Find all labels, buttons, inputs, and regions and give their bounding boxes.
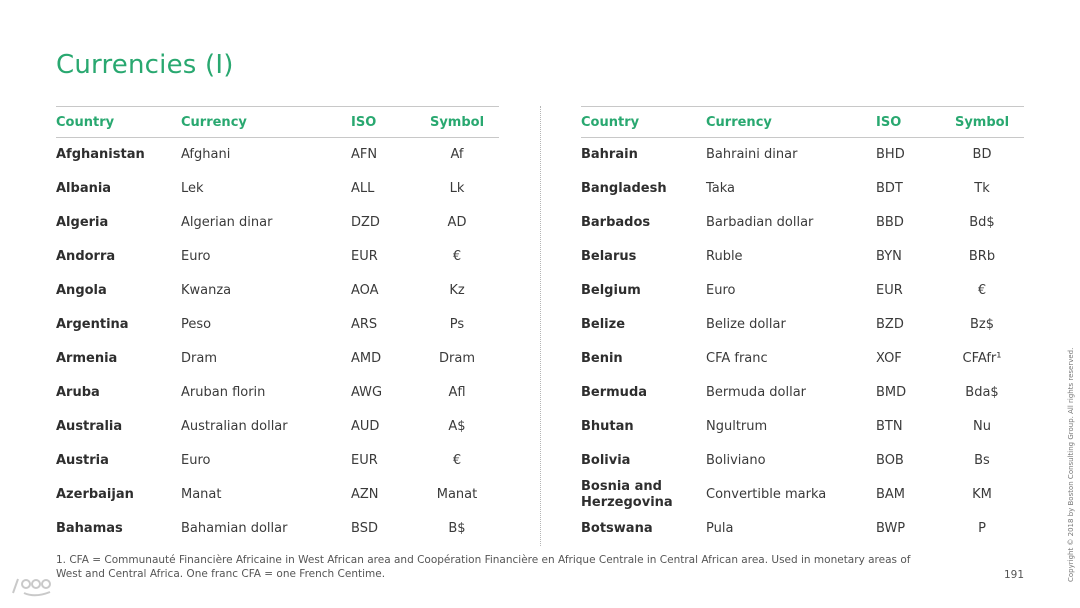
iso-cell: XOF bbox=[876, 351, 902, 366]
page-number: 191 bbox=[1004, 569, 1025, 581]
symbol-cell: KM bbox=[972, 487, 992, 502]
currency-cell: Taka bbox=[706, 181, 736, 196]
symbol-cell: Nu bbox=[973, 419, 991, 434]
symbol-cell: BRb bbox=[968, 249, 996, 264]
currency-cell: Euro bbox=[706, 283, 736, 298]
table-row bbox=[581, 410, 1024, 444]
symbol-cell: CFAfr¹ bbox=[962, 351, 1002, 366]
symbol-cell: P bbox=[978, 521, 986, 536]
country-cell: Belize bbox=[581, 317, 626, 332]
iso-cell: BZD bbox=[876, 317, 904, 332]
symbol-cell: Bd$ bbox=[969, 215, 995, 230]
currency-cell: Ruble bbox=[706, 249, 743, 264]
table-row bbox=[581, 478, 1024, 512]
table-row bbox=[56, 512, 499, 546]
currency-cell: Belize dollar bbox=[706, 317, 786, 332]
iso-cell: BHD bbox=[876, 147, 905, 162]
symbol-cell: Afl bbox=[448, 385, 466, 400]
copyright-notice: Copyright © 2018 by Boston Consulting Group. All rights reserved. bbox=[1067, 347, 1075, 582]
currency-cell: CFA franc bbox=[706, 351, 768, 366]
table-row bbox=[581, 512, 1024, 546]
currency-cell: Bahamian dollar bbox=[181, 521, 288, 536]
symbol-cell: € bbox=[452, 249, 462, 264]
currency-table-left bbox=[56, 106, 499, 546]
currency-cell: Lek bbox=[181, 181, 204, 196]
symbol-cell: Kz bbox=[449, 283, 465, 298]
symbol-cell: Ps bbox=[449, 317, 465, 332]
country-cell: Barbados bbox=[581, 215, 651, 230]
table-row bbox=[581, 308, 1024, 342]
table-row bbox=[56, 410, 499, 444]
symbol-cell: BD bbox=[972, 147, 992, 162]
footnote: 1. CFA = Communauté Financière Africaine in West African area and Coopération Financière en Afrique Centrale in Central African area. Used in monetary areas of West and Central Africa. One franc CFA = one French Centime. bbox=[56, 554, 911, 580]
iso-cell: ARS bbox=[351, 317, 378, 332]
country-cell: Andorra bbox=[56, 249, 116, 264]
country-cell: Austria bbox=[56, 453, 109, 468]
table-row bbox=[56, 240, 499, 274]
table-row bbox=[581, 172, 1024, 206]
header-iso: ISO bbox=[351, 107, 415, 138]
country-cell: Albania bbox=[56, 181, 112, 196]
table-row bbox=[56, 172, 499, 206]
currency-cell: Manat bbox=[181, 487, 222, 502]
table-row bbox=[581, 206, 1024, 240]
table-header-row bbox=[581, 107, 1024, 138]
country-cell: Angola bbox=[56, 283, 107, 298]
currency-cell: Ngultrum bbox=[706, 419, 768, 434]
symbol-cell: B$ bbox=[448, 521, 466, 536]
header-country: Country bbox=[56, 107, 181, 138]
iso-cell: BMD bbox=[876, 385, 907, 400]
page-title: Currencies (I) bbox=[56, 50, 234, 80]
iso-cell: BTN bbox=[876, 419, 903, 434]
table-row bbox=[581, 240, 1024, 274]
country-cell: Bahamas bbox=[56, 521, 123, 536]
table-row bbox=[581, 138, 1024, 173]
currency-table-right bbox=[581, 106, 1024, 546]
currency-cell: Algerian dinar bbox=[181, 215, 273, 230]
symbol-cell: A$ bbox=[448, 419, 466, 434]
country-cell: Bhutan bbox=[581, 419, 634, 434]
currency-cell: Australian dollar bbox=[181, 419, 288, 434]
watermark-logo-icon bbox=[10, 573, 56, 599]
currency-cell: Bahraini dinar bbox=[706, 147, 798, 162]
header-symbol: Symbol bbox=[415, 107, 499, 138]
table-row bbox=[56, 444, 499, 478]
currency-cell: Dram bbox=[181, 351, 217, 366]
iso-cell: AOA bbox=[351, 283, 379, 298]
country-cell: Australia bbox=[56, 419, 123, 434]
symbol-cell: Af bbox=[450, 147, 464, 162]
currency-cell: Kwanza bbox=[181, 283, 232, 298]
header-currency: Currency bbox=[181, 107, 351, 138]
iso-cell: EUR bbox=[876, 283, 903, 298]
symbol-cell: € bbox=[452, 453, 462, 468]
symbol-cell: AD bbox=[447, 215, 467, 230]
table-row bbox=[56, 138, 499, 173]
table-row bbox=[56, 274, 499, 308]
country-cell: Bolivia bbox=[581, 453, 631, 468]
table-body-right bbox=[581, 138, 1024, 547]
iso-cell: AWG bbox=[351, 385, 383, 400]
table-row bbox=[581, 376, 1024, 410]
currency-cell: Boliviano bbox=[706, 453, 766, 468]
country-cell: Belarus bbox=[581, 249, 637, 264]
table-row bbox=[56, 308, 499, 342]
iso-cell: ALL bbox=[351, 181, 375, 196]
currency-cell: Euro bbox=[181, 249, 211, 264]
symbol-cell: Dram bbox=[439, 351, 475, 366]
iso-cell: AMD bbox=[351, 351, 382, 366]
header-symbol: Symbol bbox=[940, 107, 1024, 138]
currency-cell: Convertible marka bbox=[706, 487, 827, 502]
table-body-left bbox=[56, 138, 499, 547]
country-cell: Bosnia and Herzegovina bbox=[581, 479, 673, 510]
country-cell: Azerbaijan bbox=[56, 487, 134, 502]
symbol-cell: Bz$ bbox=[969, 317, 994, 332]
iso-cell: BAM bbox=[876, 487, 906, 502]
watermark bbox=[10, 573, 56, 599]
iso-cell: BOB bbox=[876, 453, 904, 468]
country-cell: Botswana bbox=[581, 521, 653, 536]
currency-cell: Euro bbox=[181, 453, 211, 468]
currency-cell: Bermuda dollar bbox=[706, 385, 807, 400]
country-cell: Benin bbox=[581, 351, 623, 366]
iso-cell: AUD bbox=[351, 419, 380, 434]
currency-cell: Barbadian dollar bbox=[706, 215, 814, 230]
iso-cell: EUR bbox=[351, 453, 378, 468]
iso-cell: BDT bbox=[876, 181, 903, 196]
iso-cell: AFN bbox=[351, 147, 378, 162]
header-iso: ISO bbox=[876, 107, 940, 138]
symbol-cell: Lk bbox=[449, 181, 465, 196]
table-row bbox=[56, 478, 499, 512]
iso-cell: EUR bbox=[351, 249, 378, 264]
iso-cell: BWP bbox=[876, 521, 906, 536]
symbol-cell: Tk bbox=[974, 181, 990, 196]
symbol-cell: € bbox=[977, 283, 987, 298]
iso-cell: AZN bbox=[351, 487, 379, 502]
symbol-cell: Manat bbox=[436, 487, 478, 502]
country-cell: Aruba bbox=[56, 385, 100, 400]
country-cell: Armenia bbox=[56, 351, 118, 366]
country-cell: Bangladesh bbox=[581, 181, 667, 196]
symbol-cell: Bda$ bbox=[965, 385, 999, 400]
currency-cell: Aruban florin bbox=[181, 385, 266, 400]
country-cell: Belgium bbox=[581, 283, 641, 298]
iso-cell: BBD bbox=[876, 215, 904, 230]
header-currency: Currency bbox=[706, 107, 876, 138]
table-row bbox=[581, 444, 1024, 478]
country-cell: Argentina bbox=[56, 317, 129, 332]
currency-cell: Pula bbox=[706, 521, 734, 536]
iso-cell: DZD bbox=[351, 215, 380, 230]
currency-cell: Peso bbox=[181, 317, 212, 332]
table-row bbox=[581, 274, 1024, 308]
country-cell: Bermuda bbox=[581, 385, 648, 400]
country-cell: Algeria bbox=[56, 215, 109, 230]
iso-cell: BSD bbox=[351, 521, 378, 536]
country-cell: Afghanistan bbox=[56, 147, 145, 162]
table-row bbox=[581, 342, 1024, 376]
country-cell: Bahrain bbox=[581, 147, 638, 162]
table-row bbox=[56, 206, 499, 240]
table-row bbox=[56, 342, 499, 376]
table-row bbox=[56, 376, 499, 410]
iso-cell: BYN bbox=[876, 249, 902, 264]
table-header-row bbox=[56, 107, 499, 138]
header-country: Country bbox=[581, 107, 706, 138]
column-divider bbox=[540, 106, 541, 546]
currency-cell: Afghani bbox=[181, 147, 231, 162]
symbol-cell: Bs bbox=[974, 453, 990, 468]
